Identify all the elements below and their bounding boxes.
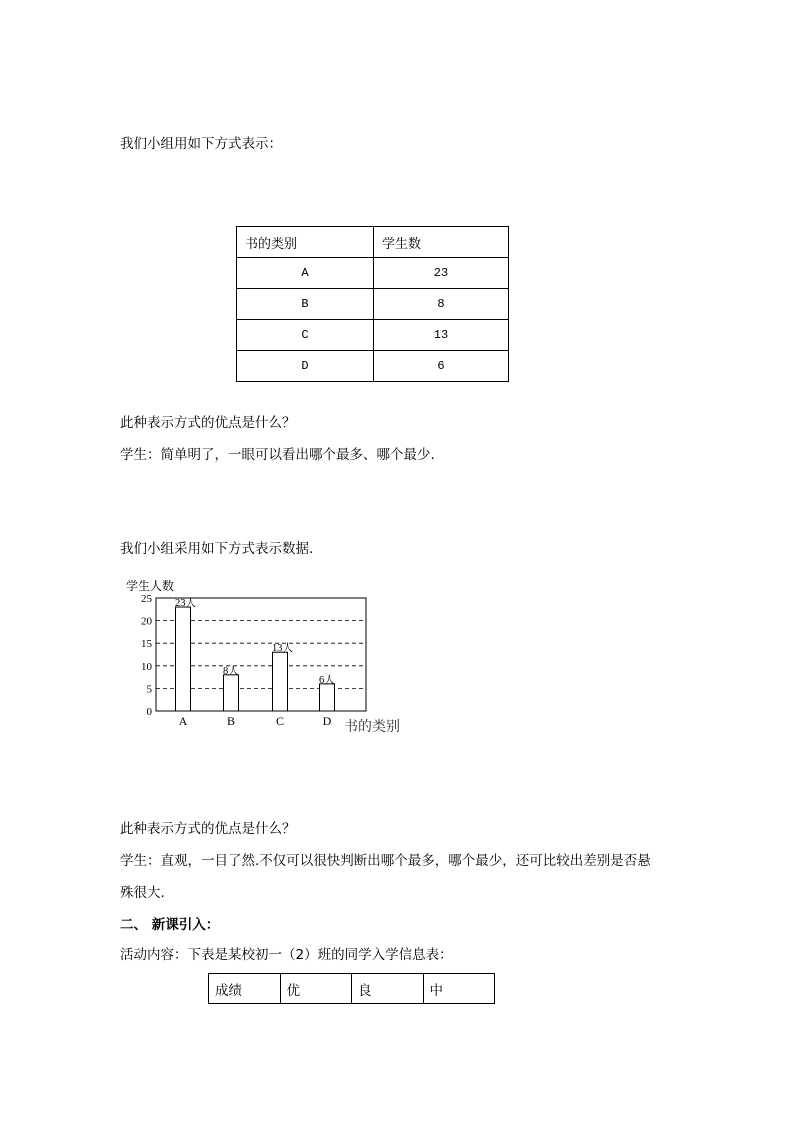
bar bbox=[224, 675, 239, 711]
book-category-table bbox=[236, 226, 509, 382]
category-cell: B bbox=[237, 289, 374, 320]
question-1: 此种表示方式的优点是什么？ bbox=[120, 415, 296, 431]
category-cell: A bbox=[237, 258, 374, 289]
answer-1: 学生：简单明了，一眼可以看出哪个最多、哪个最少. bbox=[120, 447, 435, 463]
y-axis-label: 学生人数 bbox=[126, 579, 175, 593]
table-row bbox=[209, 974, 495, 1004]
table-header-row bbox=[237, 227, 509, 258]
section-heading: 二、 新课引入： bbox=[120, 917, 220, 933]
table-row bbox=[237, 289, 509, 320]
x-tick-label: D bbox=[322, 714, 332, 728]
bar bbox=[320, 684, 335, 711]
bar bbox=[273, 652, 288, 711]
header-book-category: 书的类别 bbox=[237, 227, 374, 258]
answer-2-line-2: 殊很大. bbox=[120, 885, 165, 901]
table-row bbox=[237, 351, 509, 382]
bar bbox=[176, 607, 191, 711]
intro-text-1: 我们小组用如下方式表示： bbox=[120, 136, 282, 152]
grades-cell: 成绩 bbox=[209, 974, 281, 1004]
count-cell: 23 bbox=[374, 258, 509, 289]
table-row bbox=[237, 320, 509, 351]
y-tick-label: 5 bbox=[146, 683, 152, 696]
count-cell: 13 bbox=[374, 320, 509, 351]
data-label: 8人 bbox=[223, 665, 239, 677]
category-cell: C bbox=[237, 320, 374, 351]
grades-table bbox=[208, 973, 495, 1004]
activity-text: 活动内容：下表是某校初一（2）班的同学入学信息表： bbox=[120, 947, 453, 963]
grades-cell: 中 bbox=[423, 974, 495, 1004]
y-tick-label: 0 bbox=[146, 706, 152, 718]
intro-text-2: 我们小组采用如下方式表示数据. bbox=[120, 541, 314, 557]
x-tick-label: B bbox=[226, 714, 236, 728]
x-tick-label: C bbox=[275, 714, 285, 728]
x-tick-label: A bbox=[178, 714, 188, 728]
grades-cell: 良 bbox=[352, 974, 424, 1004]
x-axis-label: 书的类别 bbox=[344, 720, 400, 735]
data-label: 13人 bbox=[272, 643, 293, 655]
y-tick-label: 15 bbox=[141, 638, 152, 651]
data-label: 23人 bbox=[175, 598, 196, 610]
question-2: 此种表示方式的优点是什么？ bbox=[120, 821, 296, 837]
y-tick-label: 25 bbox=[141, 593, 152, 605]
table-row bbox=[237, 258, 509, 289]
category-cell: D bbox=[237, 351, 374, 382]
answer-2-line-1: 学生：直观，一目了然.不仅可以很快判断出哪个最多，哪个最少，还可比较出差别是否悬 bbox=[120, 853, 651, 869]
y-tick-label: 20 bbox=[141, 615, 152, 628]
count-cell: 8 bbox=[374, 289, 509, 320]
header-student-count: 学生数 bbox=[374, 227, 509, 258]
data-label: 6人 bbox=[319, 674, 335, 686]
count-cell: 6 bbox=[374, 351, 509, 382]
grades-cell: 优 bbox=[280, 974, 352, 1004]
y-tick-label: 10 bbox=[141, 660, 152, 673]
bar-chart bbox=[118, 574, 438, 740]
